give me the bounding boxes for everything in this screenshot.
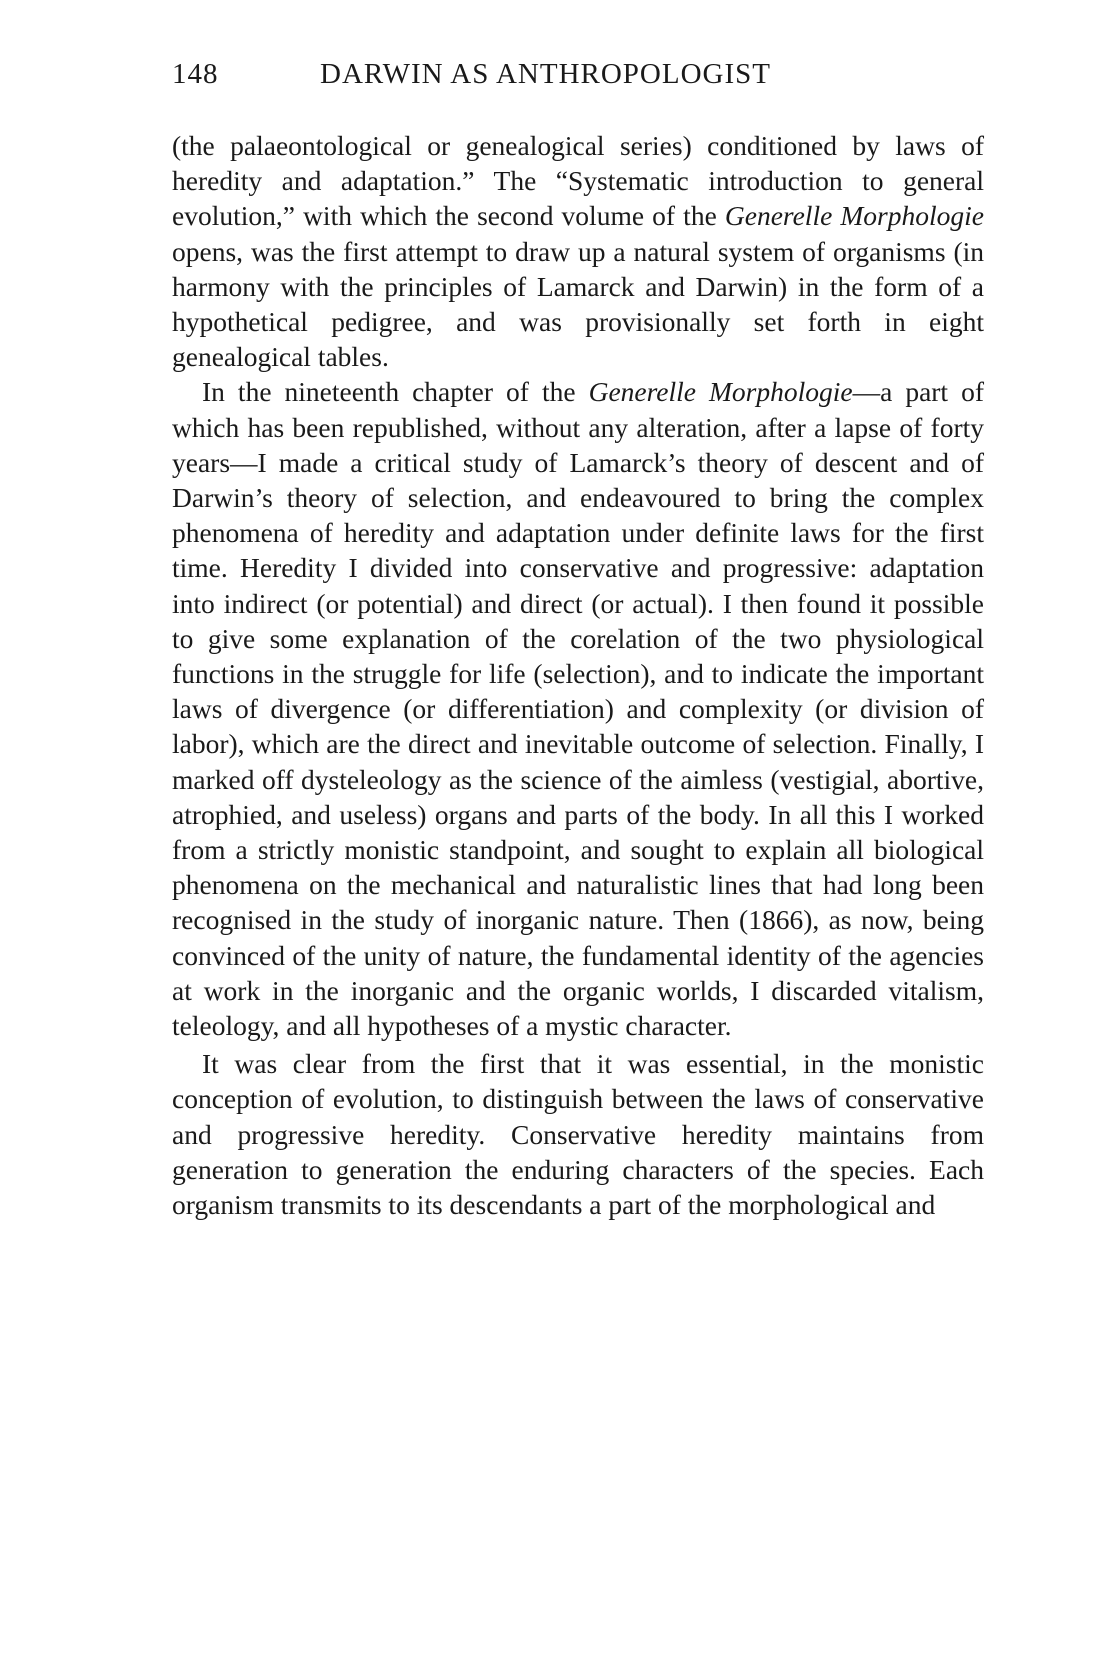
paragraph-2-book-title: Generelle Morphologie — [588, 376, 853, 408]
paragraph-2 — [172, 374, 984, 1043]
page-number: 148 — [172, 58, 219, 90]
paragraph-1-text-a: (the palaeontological or genealogical series) conditioned by laws of heredity and adaptation.” The “Systematic introduction to general evolution,” with which the second volume of the — [172, 130, 984, 232]
paragraph-3 — [172, 1046, 984, 1222]
paragraph-1-book-title: Generelle Morphologie — [724, 200, 984, 232]
paragraph-1-text-b: opens, was the first attempt to draw up a natural system of organisms (in harmony with the principles of Lamarck and Darwin) in the form of a hypothetical pedigree, and was provisionally set forth in eight genealogical tables. — [172, 235, 984, 373]
running-title: DARWIN AS ANTHROPOLOGIST — [320, 58, 771, 90]
paragraph-1 — [172, 128, 984, 374]
body-text — [172, 128, 984, 1222]
paragraph-2-text-b: —a part of which has been republished, without any alteration, after a lapse of forty years—I made a critical study of Lamarck’s theory of descent and of Darwin’s theory of selection, and endeavoured to bring the complex phenomena of heredity and adaptation under definite laws for the first time. Heredity I divided into conservative and progressive: adaptation into indirect (or potential) and direct (or actual). I then found it possible to give some explanation of the corelation of the two physiological functions in the struggle for life (selection), and to indicate the important laws of divergence (or differentiation) and complexity (or division of labor), which are the direct and inevitable outcome of selection. Finally, I marked off dysteleology as the science of the aimless (vestigial, abortive, atrophied, and useless) organs and parts of the body. In all this I worked from a strictly monistic standpoint, and sought to explain all biological phenomena on the mechanical and naturalistic lines that had long been recognised in the study of inorganic nature. Then (1866), as now, being convinced of the unity of nature, the fundamental identity of the agencies at work in the inorganic and the organic worlds, I discarded vitalism, teleology, and all hypotheses of a mystic character. — [172, 376, 984, 1042]
paragraph-3-text: It was clear from the first that it was essential, in the monistic conception of evolution, to distinguish between the laws of conservative and progressive heredity. Conservative heredity maintains from generation to generation the enduring characters of the species. Each organism transmits to its descendants a part of the morphological and — [172, 1048, 984, 1221]
paragraph-2-text-a: In the nineteenth chapter of the — [202, 376, 589, 408]
running-head — [172, 58, 912, 102]
